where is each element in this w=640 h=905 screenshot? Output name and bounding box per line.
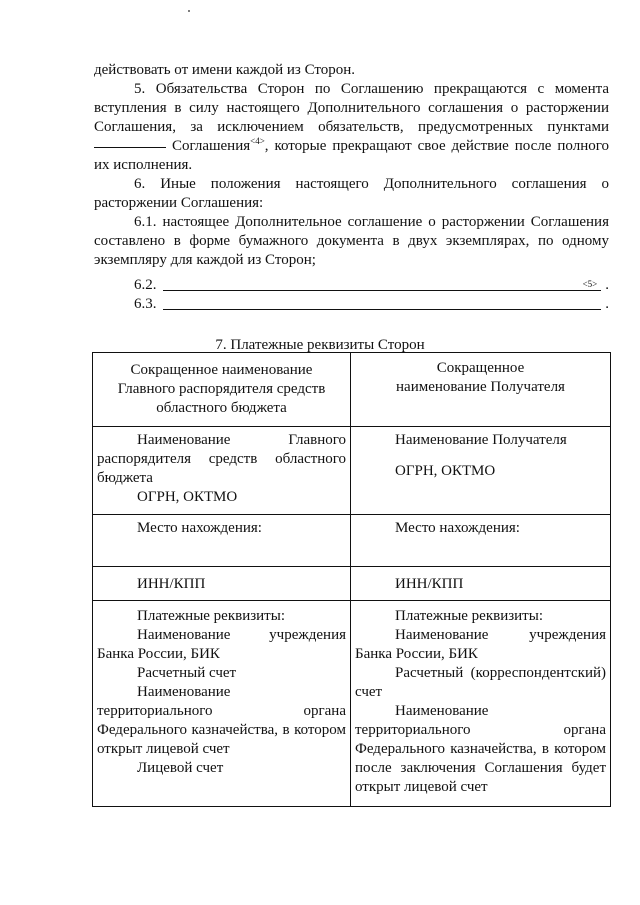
payment-details-label: Платежные реквизиты: bbox=[395, 608, 543, 624]
table-cell bbox=[351, 353, 611, 427]
bank-name-label: Наименование учреждения Банка России, БИК bbox=[97, 627, 346, 662]
document-body bbox=[94, 0, 609, 314]
paragraph-5-end: , которые прекращают свое действие после полного их исполнения. bbox=[94, 138, 610, 173]
account-label: Расчетный счет bbox=[137, 665, 237, 681]
item-label-6-2: 6.2. bbox=[134, 277, 157, 293]
cell-content bbox=[93, 427, 350, 513]
table-cell bbox=[351, 427, 611, 515]
table-cell bbox=[93, 515, 351, 567]
cell-content bbox=[93, 601, 350, 784]
table-cell bbox=[351, 601, 611, 807]
bank-name-label: Наименование учреждения Банка России, БИК bbox=[355, 627, 606, 662]
payment-details-label: Платежные реквизиты: bbox=[137, 608, 285, 624]
table-cell bbox=[93, 353, 351, 427]
paragraph-6: 6. Иные положения настоящего Дополнительного соглашения о расторжении Соглашения: bbox=[94, 176, 609, 211]
table-row bbox=[93, 353, 611, 427]
cell-content bbox=[351, 515, 610, 544]
payment-details-table bbox=[92, 352, 611, 807]
item-end-6-3: . bbox=[605, 296, 609, 312]
inn-kpp-label: ИНН/КПП bbox=[137, 576, 206, 592]
ogrn-label: ОГРН, ОКТМО bbox=[137, 489, 238, 505]
cell-content bbox=[93, 567, 350, 600]
spacer bbox=[355, 450, 606, 462]
footnote-ref-5: <5> bbox=[582, 279, 598, 289]
item-label-6-3: 6.3. bbox=[134, 296, 157, 312]
account-label: Расчетный (корреспондентский) счет bbox=[355, 665, 606, 700]
paragraph-5 bbox=[94, 80, 609, 175]
table-cell bbox=[351, 567, 611, 601]
chief-name-label: Наименование Главного распорядителя средств областного бюджета bbox=[97, 432, 346, 486]
paragraph-6-1: 6.1. настоящее Дополнительное соглашение о расторжении Соглашения составлено в форме бумажного документа в двух экземплярах, по одному экземпляру для каждой из Сторон; bbox=[94, 214, 609, 268]
table-row bbox=[93, 515, 611, 567]
table-cell bbox=[93, 567, 351, 601]
table-row bbox=[93, 427, 611, 515]
header-right: Сокращенное наименование Получателя bbox=[396, 360, 565, 395]
ogrn-label: ОГРН, ОКТМО bbox=[395, 463, 496, 479]
table-row bbox=[93, 567, 611, 601]
cell-content bbox=[351, 427, 610, 487]
cell-content bbox=[351, 601, 610, 803]
treasury-label: Наименование территориального органа Федерального казначейства, в котором после заключения Соглашения будет открыт лицевой счет bbox=[355, 703, 606, 795]
paragraph-6-3 bbox=[94, 295, 609, 314]
footnote-ref-4: <4> bbox=[250, 136, 265, 146]
cell-content bbox=[93, 515, 350, 544]
blank-line bbox=[94, 146, 166, 148]
treasury-label: Наименование территориального органа Федерального казначейства, в котором открыт лицевой счет bbox=[97, 684, 346, 757]
inn-kpp-label: ИНН/КПП bbox=[395, 576, 464, 592]
location-label: Место нахождения: bbox=[137, 520, 262, 536]
paragraph-5-text: 5. Обязательства Сторон по Соглашению прекращаются с момента вступления в силу настоящего Дополнительного соглашения о расторжении Соглашения, за исключением обязательств, предусмотренных пунктами bbox=[94, 81, 609, 135]
fill-line bbox=[163, 308, 602, 310]
location-label: Место нахождения: bbox=[395, 520, 520, 536]
personal-account-label: Лицевой счет bbox=[137, 760, 224, 776]
section-title: 7. Платежные реквизиты Сторон bbox=[215, 337, 425, 353]
paragraph-5-agreement: Соглашения bbox=[171, 138, 251, 154]
item-end-6-2: . bbox=[605, 277, 609, 293]
header-left: Сокращенное наименование Главного распорядителя средств областного бюджета bbox=[117, 362, 326, 416]
paragraph-6-2 bbox=[94, 276, 609, 295]
cell-content bbox=[351, 567, 610, 600]
table-cell bbox=[93, 427, 351, 515]
table-cell bbox=[351, 515, 611, 567]
recipient-name-label: Наименование Получателя bbox=[395, 432, 567, 448]
table-row bbox=[93, 601, 611, 807]
paragraph-continuation: действовать от имени каждой из Сторон. bbox=[94, 62, 356, 78]
fill-line bbox=[163, 279, 602, 291]
table-cell bbox=[93, 601, 351, 807]
